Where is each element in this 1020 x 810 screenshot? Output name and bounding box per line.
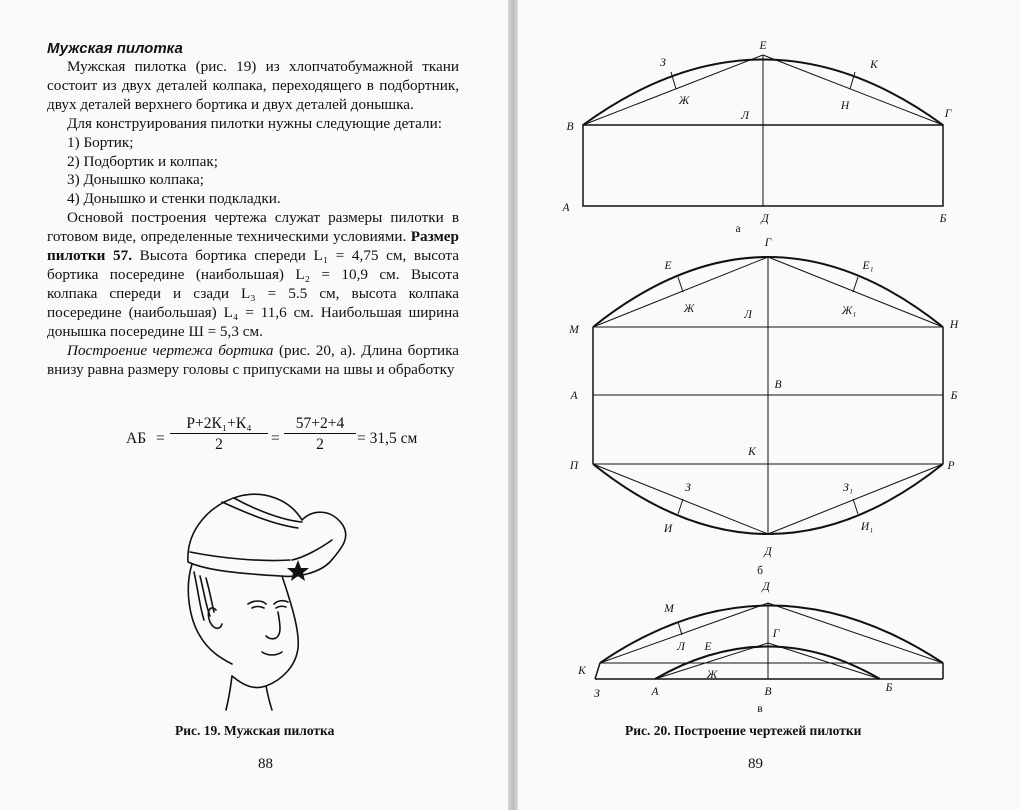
point-label: Н: [840, 100, 850, 112]
drawing-a: [583, 55, 943, 206]
point-label: Б: [885, 682, 893, 694]
point-label: Б: [939, 213, 947, 225]
section-title: Мужская пилотка: [47, 40, 183, 57]
point-label: К: [870, 59, 878, 71]
point-label: Ж: [683, 303, 695, 315]
construction-text: (рис. 20, а). Длина бортика внизу равна размеру головы с припусками на швы и обработку: [47, 341, 460, 378]
point-label: Е₁: [862, 260, 874, 272]
paragraph-sizes: [47, 209, 459, 341]
point-label: Г: [764, 237, 772, 249]
point-label: Р: [947, 460, 955, 472]
formula-result: = 31,5 см: [357, 430, 418, 447]
point-label: Л: [744, 309, 752, 321]
point-label: М: [664, 603, 674, 615]
sizes-intro: Основой построения чертежа служат размеры пилотки в готовом виде, определенные техническими условиями.: [47, 209, 459, 246]
paragraph-intro: Мужская пилотка (рис. 19) из хлопчатобумажной ткани состоит из двух деталей колпака, переходящего в подбортник, двух деталей верхнего бортика и двух деталей донышка.: [47, 58, 459, 113]
point-label: Г: [772, 628, 780, 640]
formula-equals: =: [271, 430, 280, 447]
point-label: И₁: [860, 521, 874, 533]
figure-20-caption: Рис. 20. Построение чертежей пилотки: [625, 723, 862, 738]
drawing-b-labels: [568, 237, 959, 577]
fraction-numerator: 57+2+4: [284, 415, 356, 434]
paragraph-details: Для конструирования пилотки нужны следующие детали:: [67, 114, 442, 132]
book-gutter: [508, 0, 518, 810]
point-label: В: [774, 379, 782, 391]
formula-fraction-2: [284, 415, 356, 454]
point-label: В: [764, 686, 772, 698]
formula-lhs: АБ: [126, 430, 147, 447]
point-label: Ж₁: [841, 305, 857, 317]
point-label: З: [685, 482, 691, 494]
list-item: 4) Донышко и стенки подкладки.: [67, 190, 281, 208]
paragraph-construction: [47, 342, 459, 380]
size-heading: Размер пилотки 57.: [47, 228, 459, 265]
point-label: П: [569, 460, 579, 472]
subfigure-v-label: в: [757, 703, 763, 715]
construction-heading: Построение чертежа бортика: [67, 341, 274, 359]
point-label: Б: [950, 390, 958, 402]
list-item: 1) Бортик;: [67, 133, 134, 151]
point-label: А: [570, 390, 578, 402]
formula-equals: =: [156, 430, 165, 447]
cap-illustration: [170, 480, 370, 712]
point-label: Е: [759, 40, 767, 52]
page-number-left: 88: [258, 756, 273, 772]
fraction-denominator: 2: [316, 436, 324, 453]
point-label: К: [748, 446, 756, 458]
point-label: Е: [704, 641, 712, 653]
fraction-numerator: Р+2К₁+К₄: [170, 415, 268, 434]
formula: [126, 415, 426, 459]
point-label: Л: [677, 641, 685, 653]
point-label: А: [651, 686, 659, 698]
point-label: И: [663, 523, 673, 535]
point-label: В: [566, 121, 574, 133]
point-label: К: [578, 665, 586, 677]
star-emblem: [287, 560, 309, 581]
list-item: 3) Донышко колпака;: [67, 171, 204, 189]
subfigure-a-label: а: [735, 223, 741, 235]
point-label: З: [594, 688, 600, 700]
body-text: [47, 58, 459, 379]
right-page: [518, 0, 1020, 810]
construction-drawings: [518, 0, 1020, 810]
point-label: Л: [741, 110, 749, 122]
page-number-right: 89: [748, 756, 763, 772]
point-label: Д: [762, 581, 770, 593]
point-label: З: [660, 57, 666, 69]
fraction-denominator: 2: [215, 436, 223, 453]
figure-19-caption: Рис. 19. Мужская пилотка: [175, 723, 335, 738]
point-label: М: [569, 324, 579, 336]
point-label: Ж: [706, 669, 718, 681]
formula-fraction-1: [170, 415, 268, 454]
list-item: 2) Подбортик и колпак;: [67, 152, 218, 170]
sizes-values: Высота бортика спереди L₁ = 4,75 см, высота бортика посередине (наибольшая) L₂ = 10,9 см. Высота колпака спереди и сзади L₃ = 5.5 см, высота колпака посередине (наибольшая) L₄ = 11,6 см. Наибольшая ширина донышка посередине Ш = 5,3 см.: [47, 247, 460, 340]
subfigure-b-label: б: [757, 565, 763, 577]
point-label: Е: [664, 260, 672, 272]
point-label: Д: [761, 213, 769, 225]
point-label: Г: [944, 108, 952, 120]
left-page: [0, 0, 508, 810]
drawing-v: [595, 603, 943, 679]
point-label: Д: [764, 546, 772, 558]
point-label: З₁: [843, 482, 853, 494]
drawing-b: [593, 257, 943, 534]
point-label: Ж: [678, 95, 690, 107]
point-label: Н: [949, 319, 959, 331]
point-label: А: [562, 202, 570, 214]
